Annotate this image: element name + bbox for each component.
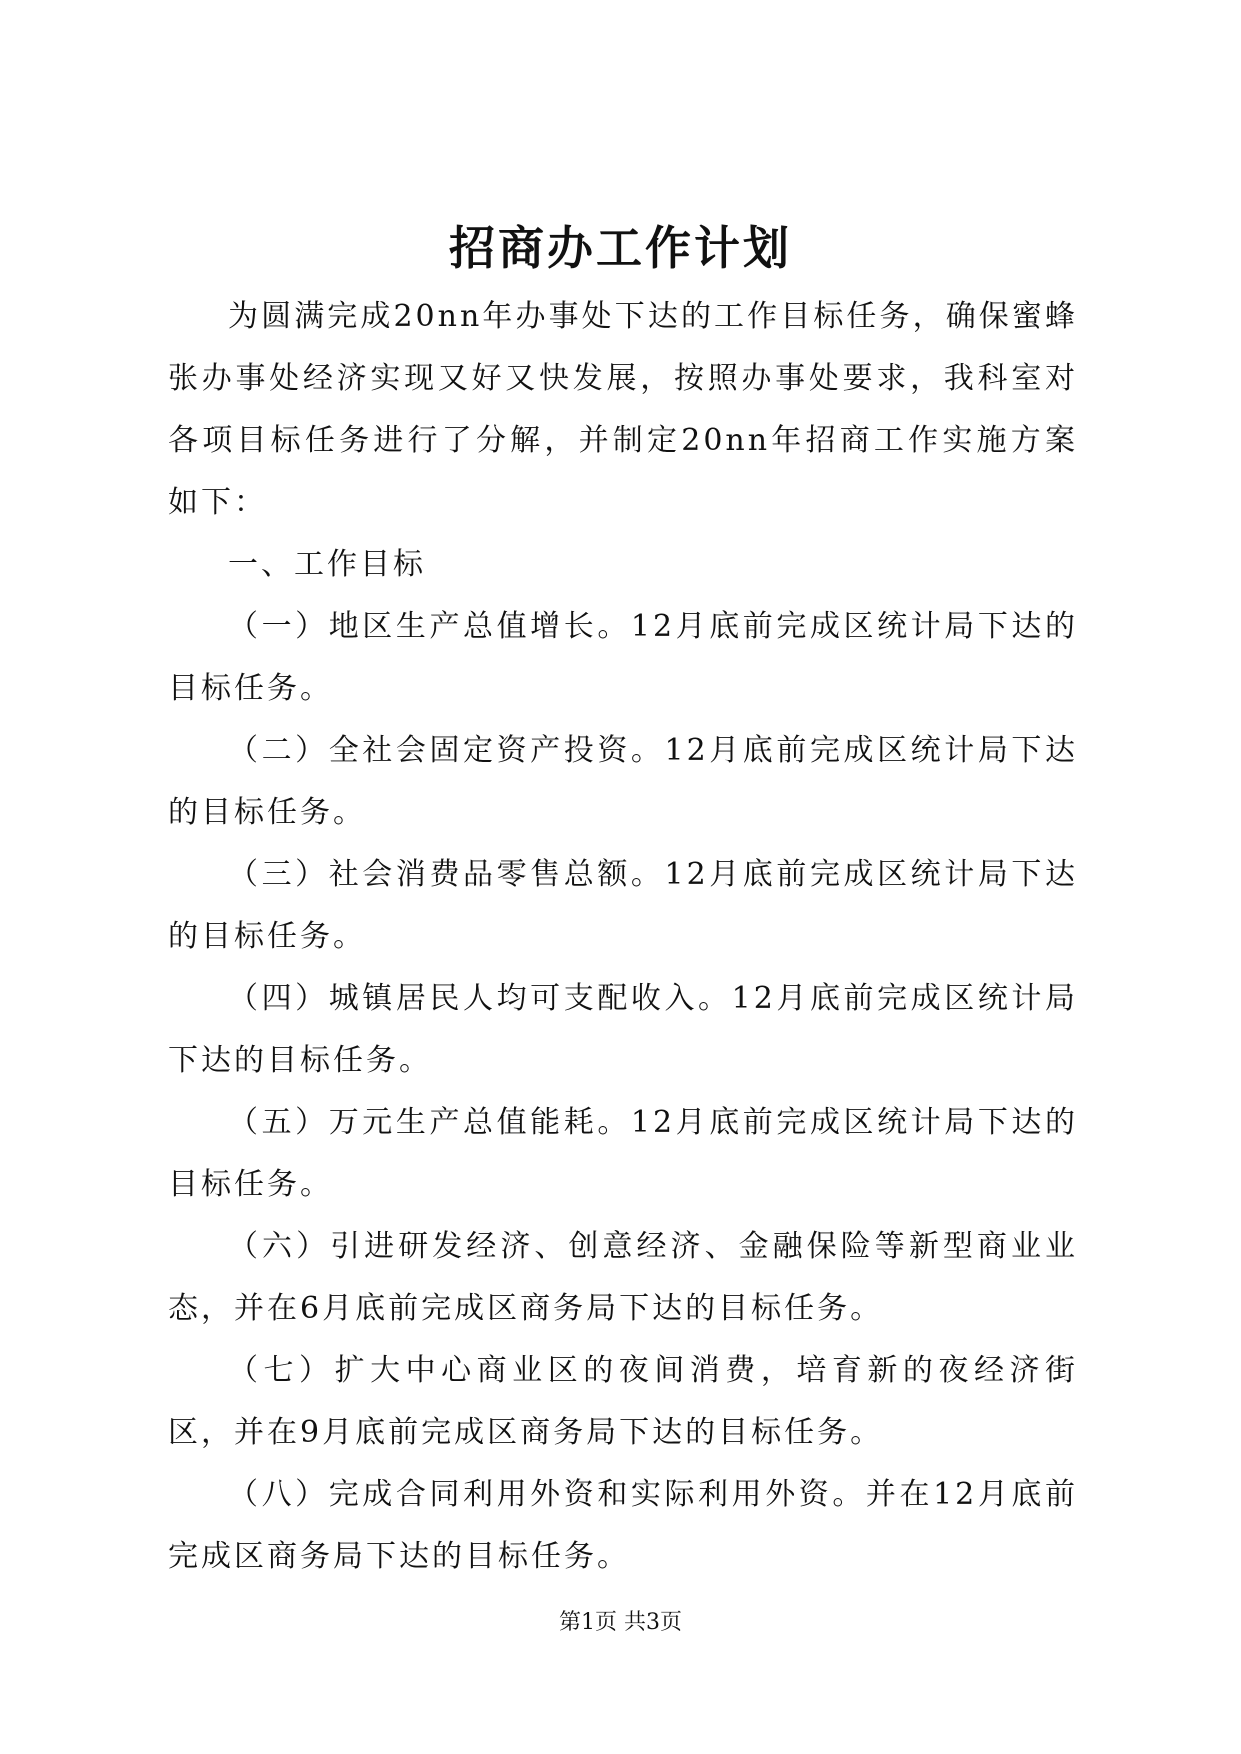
goal-item-2: （二）全社会固定资产投资。12月底前完成区统计局下达的目标任务。 <box>168 733 1078 830</box>
intro-paragraph: 为圆满完成20nn年办事处下达的工作目标任务，确保蜜蜂张办事处经济实现又好又快发展，按照办事处要求，我科室对各项目标任务进行了分解，并制定20nn年招商工作实施方案如下： <box>168 299 1078 520</box>
goal-item-6: （六）引进研发经济、创意经济、金融保险等新型商业业态，并在6月底前完成区商务局下达的目标任务。 <box>168 1229 1078 1326</box>
goal-item-7: （七）扩大中心商业区的夜间消费，培育新的夜经济街区，并在9月底前完成区商务局下达的目标任务。 <box>168 1353 1078 1450</box>
document-title: 招商办工作计划 <box>449 221 792 275</box>
goal-item-8: （八）完成合同利用外资和实际利用外资。并在12月底前完成区商务局下达的目标任务。 <box>168 1477 1078 1574</box>
document-body <box>168 286 1078 1588</box>
goal-item-3: （三）社会消费品零售总额。12月底前完成区统计局下达的目标任务。 <box>168 857 1078 954</box>
goal-item-4: （四）城镇居民人均可支配收入。12月底前完成区统计局下达的目标任务。 <box>168 981 1078 1078</box>
goal-item-5: （五）万元生产总值能耗。12月底前完成区统计局下达的目标任务。 <box>168 1105 1078 1202</box>
page-footer: 第1页 共3页 <box>559 1610 682 1635</box>
goal-item-1: （一）地区生产总值增长。12月底前完成区统计局下达的目标任务。 <box>168 609 1078 706</box>
section-heading: 一、工作目标 <box>228 547 426 582</box>
